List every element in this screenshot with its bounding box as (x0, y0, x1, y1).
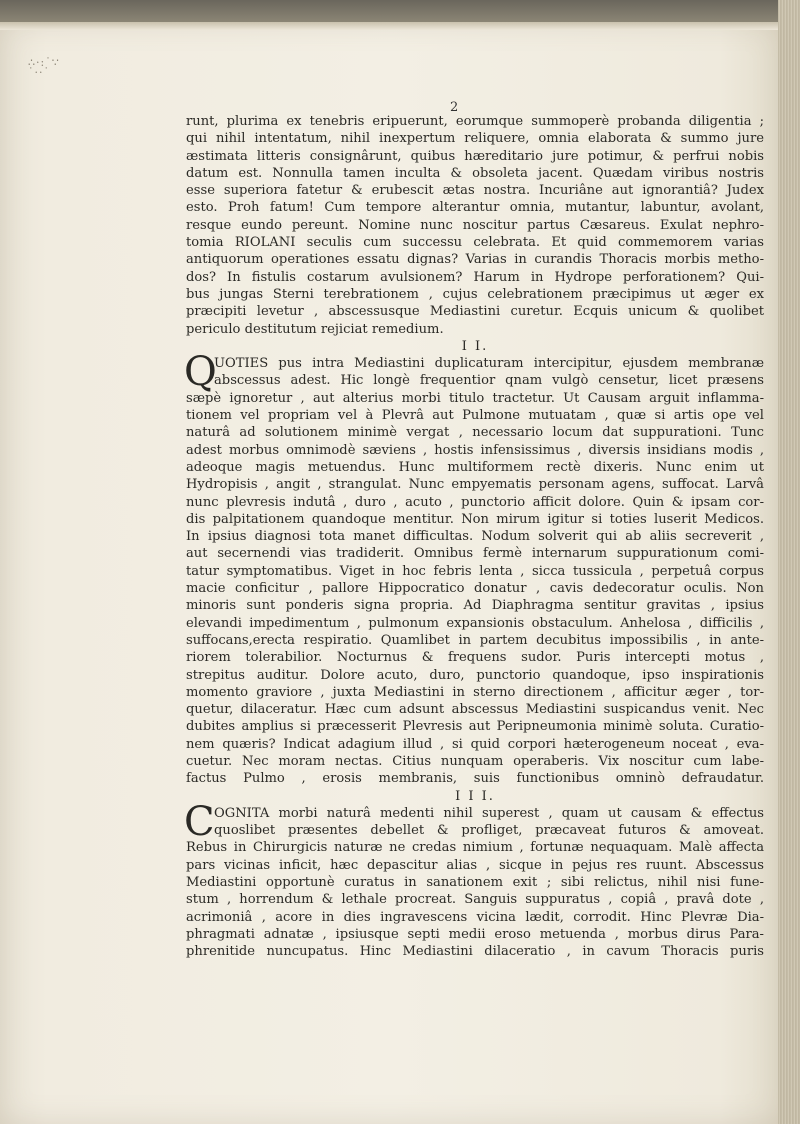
text-line: esto. Proh fatum! Cum tempore alterantur omnia, mutantur, labuntur, avolant, (186, 200, 764, 216)
text-line: datum est. Nonnulla tamen inculta & obsoleta jacent. Quædam viribus nostris (186, 165, 764, 181)
text-line: bus jungas Sterni terebrationem , cujus celebrationem præcipimus ut æger ex (186, 286, 764, 302)
text-line: nem quæris? Indicat adagium illud , si quid corpori hæterogeneum noceat , eva- (186, 736, 764, 752)
section-heading-3: I I I. (455, 788, 495, 804)
text-line: qui nihil intentatum, nihil inexpertum reliquere, omnia elaborata & summo jure (186, 131, 764, 147)
text-line: phragmati adnatæ , ipsiusque septi medii eroso metuenda , morbus dirus Para- (186, 926, 764, 942)
page-stack-edge (778, 0, 800, 1124)
text-line: naturâ ad solutionem minimè vergat , necessario locum dat suppurationi. Tunc (186, 425, 764, 441)
book-top-edge (0, 0, 800, 24)
text-line: dos? In fistulis costarum avulsionem? Harum in Hydrope perforationem? Qui- (186, 269, 764, 285)
text-line: Mediastini opportunè curatus in sanationem exit ; sibi relictus, nihil nisi fune- (186, 875, 764, 891)
text-line: tomia RIOLANI seculis cum successu celebrata. Et quid commemorem varias (186, 235, 764, 251)
section-heading-2: I I. (461, 338, 489, 354)
text-line: tatur symptomatibus. Viget in hoc febris lenta , sicca tussicula , perpetuâ corpus (186, 563, 764, 579)
text-line: Hydropisis , angit , strangulat. Nunc empyematis personam agens, suffocat. Larvâ (186, 477, 764, 493)
text-line: aut secernendi vias tradiderit. Omnibus fermè internarum suppurationum comi- (186, 546, 764, 562)
text-line: periculo destitutum rejiciat remedium. (186, 321, 444, 337)
text-line: elevandi impedimentum , pulmonum expansionis obstaculum. Anhelosa , difficilis , (186, 615, 764, 631)
text-line: stum , horrendum & lethale procreat. Sanguis suppuratus , copiâ , pravâ dote , (186, 892, 764, 908)
text-line: momento graviore , juxta Mediastini in sterno directionem , afficitur æger , tor- (186, 684, 764, 700)
text-line: resque eundo pereunt. Nomine nunc noscitur partus Cæsareus. Exulat nephro- (186, 217, 764, 233)
text-line: dis palpitationem quandoque mentitur. Non mirum igitur si toties luserit Medicos. (186, 511, 764, 527)
text-line: nunc plevresis indutâ , duro , acuto , punctorio afficit dolore. Quin & ipsam cor- (186, 494, 764, 510)
text-line: OGNITA morbi naturâ medenti nihil superest , quam ut causam & effectus (214, 805, 764, 821)
text-line: adest morbus omnimodè sæviens , hostis infensissimus , diversis insidians modis , (186, 442, 764, 458)
section-2-paragraph (184, 349, 764, 787)
text-line: acrimoniâ , acore in dies ingravescens vicina lædit, corrodit. Hinc Plevræ Dia- (186, 909, 764, 925)
text-line: quetur, dilaceratur. Hæc cum adsunt abscessus Mediastini suspicandus venit. Nec (186, 702, 764, 718)
text-line: UOTIES pus intra Mediastini duplicaturam intercipitur, ejusdem membranæ (214, 356, 764, 372)
page-number: 2 (450, 100, 459, 115)
text-line: suffocans,erecta respiratio. Quamlibet in partem decubitus impossibilis , in ante- (186, 632, 764, 648)
page-top-edge (0, 22, 782, 30)
text-line: phrenitide nuncupatus. Hinc Mediastini dilaceratio , in cavum Thoracis puris (186, 944, 764, 960)
drop-cap: Q (184, 349, 217, 396)
text-line: minoris sunt ponderis signa propria. Ad Diaphragma sentitur gravitas , ipsius (186, 598, 764, 614)
text-line: æstimata litteris consignârunt, quibus hæreditario jure potimur, & perfrui nobis (186, 148, 764, 164)
section-3-paragraph (184, 798, 764, 961)
text-line: cuetur. Nec moram nectas. Citius nunquam operaberis. Vix noscitur cum labe- (186, 753, 764, 769)
text-line: macie conficitur , pallore Hippocratico donatur , cavis dedecoratur oculis. Non (186, 581, 764, 597)
text-line: riorem tolerabilior. Nocturnus & frequens sudor. Puris intercepti motus , (186, 650, 764, 666)
text-line: adeoque magis metuendus. Hunc multiformem rectè dixeris. Nunc enim ut (186, 459, 764, 475)
intro-paragraph (186, 113, 764, 338)
text-line: runt, plurima ex tenebris eripuerunt, eorumque summoperè probanda diligentia ; (186, 114, 764, 129)
text-line: abscessus adest. Hic longè frequentior qnam vulgò censetur, licet præsens (214, 373, 764, 389)
text-line: In ipsius diagnosi tota manet difficultas. Nodum solverit qui ab aliis secreverit , (186, 529, 764, 545)
text-line: strepitus auditur. Dolore acuto, duro, punctorio quandoque, ipso inspirationis (186, 667, 764, 683)
ink-stain: ∴·:˙∵ ˙··˙ (28, 56, 60, 79)
text-line: pars vicinas inficit, hæc depascitur alias , sicque in pejus res ruunt. Abscessus (186, 857, 764, 873)
text-line: dubites amplius si præcesserit Plevresis aut Peripneumonia minimè soluta. Curatio- (186, 719, 764, 735)
body-text (186, 113, 764, 961)
text-line: factus Pulmo , erosis membranis, suis functionibus omninò defraudatur. (186, 771, 764, 787)
drop-cap: C (184, 798, 215, 845)
text-line: præcipiti levetur , abscessusque Mediastini curetur. Ecquis unicum & quolibet (186, 304, 764, 320)
text-line: antiquorum operationes essatu dignas? Varias in curandis Thoracis morbis metho- (186, 252, 764, 268)
text-line: quoslibet præsentes debellet & profliget, præcaveat futuros & amoveat. (214, 823, 764, 839)
text-line: sæpè ignoretur , aut alterius morbi titulo tractetur. Ut Causam arguit inflamma- (186, 390, 764, 406)
text-line: Rebus in Chirurgicis naturæ ne credas nimium , fortunæ nequaquam. Malè affecta (186, 840, 764, 856)
text-line: esse superiora fatetur & erubescit ætas nostra. Incuriâne aut ignorantiâ? Judex (186, 183, 764, 199)
text-line: tionem vel propriam vel à Plevrâ aut Pulmone mutuatam , quæ si artis ope vel (186, 408, 764, 424)
